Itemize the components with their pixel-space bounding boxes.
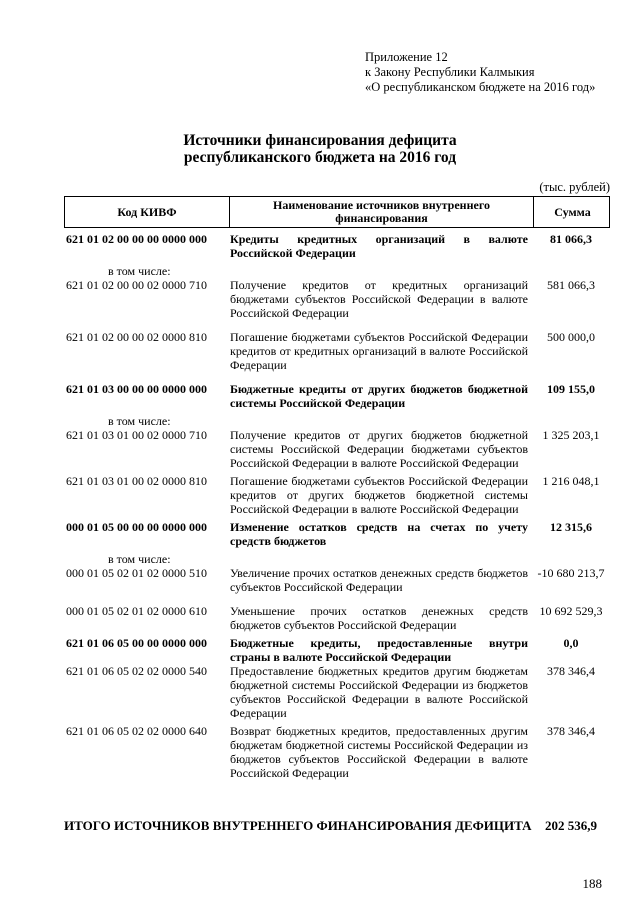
table-row: [64, 636, 610, 664]
row-code: 621 01 02 00 00 02 0000 710: [66, 278, 207, 292]
table-row: [64, 382, 610, 410]
including-label: в том числе:: [108, 414, 171, 428]
annex-reference: [365, 50, 595, 95]
row-sum: 378 346,4: [547, 724, 595, 738]
annex-line: Приложение 12: [365, 50, 448, 64]
row-name: Получение кредитов от других бюджетов бюджетной системы Российской Федерации бюджетами субъектов Российской Федерации в валюте Российской Федерации: [230, 428, 528, 470]
header-name: Наименование источников внутреннего финансирования: [229, 197, 533, 227]
row-code: 000 01 05 02 01 02 0000 510: [66, 566, 207, 580]
table-header: [64, 196, 610, 228]
total-label: ИТОГО ИСТОЧНИКОВ ВНУТРЕННЕГО ФИНАНСИРОВАНИЯ ДЕФИЦИТА: [64, 818, 532, 833]
row-name: Предоставление бюджетных кредитов другим бюджетам бюджетной системы Российской Федерации из бюджетов субъектов Российской Федерации в валюте Российской Федерации: [230, 664, 528, 720]
including-label: в том числе:: [108, 552, 171, 566]
title-line: республиканского бюджета на 2016 год: [183, 149, 457, 166]
row-name: Бюджетные кредиты, предоставленные внутри страны в валюте Российской Федерации: [230, 636, 528, 664]
row-sum: 581 066,3: [547, 278, 595, 292]
including-row: [64, 264, 610, 278]
units-label: (тыс. рублей): [539, 180, 610, 194]
row-sum: 81 066,3: [550, 232, 592, 246]
row-sum: 1 216 048,1: [542, 474, 600, 488]
row-name: Получение кредитов от кредитных организаций бюджетами субъектов Российской Федерации в валюте Российской Федерации: [230, 278, 528, 320]
table-row: [64, 664, 610, 720]
row-code: 621 01 02 00 00 02 0000 810: [66, 330, 207, 344]
row-code: 621 01 06 05 02 02 0000 640: [66, 724, 207, 738]
including-label: в том числе:: [108, 264, 171, 278]
row-sum: 1 325 203,1: [542, 428, 600, 442]
table-row: [64, 604, 610, 632]
row-name: Увеличение прочих остатков денежных средств бюджетов субъектов Российской Федерации: [230, 566, 528, 594]
row-name: Уменьшение прочих остатков денежных средств бюджетов субъектов Российской Федерации: [230, 604, 528, 632]
header-code: Код КИВФ: [117, 204, 177, 219]
table-row: [64, 724, 610, 780]
document-title: [0, 132, 640, 166]
row-code: 621 01 03 00 00 00 0000 000: [66, 382, 207, 396]
financing-sources-table: [64, 196, 610, 780]
row-name: Кредиты кредитных организаций в валюте Российской Федерации: [230, 232, 528, 260]
row-code: 621 01 02 00 00 00 0000 000: [66, 232, 207, 246]
table-row: [64, 428, 610, 470]
row-sum: 0,0: [563, 636, 579, 650]
row-name: Бюджетные кредиты от других бюджетов бюджетной системы Российской Федерации: [230, 382, 528, 410]
table-row: [64, 566, 610, 594]
row-sum: 500 000,0: [547, 330, 595, 344]
table-row: [64, 474, 610, 516]
table-row: [64, 232, 610, 260]
row-code: 000 01 05 00 00 00 0000 000: [66, 520, 207, 534]
row-sum: 10 692 529,3: [539, 604, 603, 618]
row-sum: 12 315,6: [550, 520, 592, 534]
row-code: 621 01 03 01 00 02 0000 710: [66, 428, 207, 442]
row-name: Возврат бюджетных кредитов, предоставленных другим бюджетам бюджетной системы Российской Федерации из бюджетов субъектов Российской Федерации в валюте Российской Федерации: [230, 724, 528, 780]
row-code: 621 01 06 05 02 02 0000 540: [66, 664, 207, 678]
row-code: 000 01 05 02 01 02 0000 610: [66, 604, 207, 618]
annex-line: к Закону Республики Калмыкия: [365, 65, 535, 79]
row-code: 621 01 06 05 00 00 0000 000: [66, 636, 207, 650]
header-sum: Сумма: [533, 197, 611, 227]
page-number: 188: [582, 876, 602, 891]
total-sum: 202 536,9: [545, 818, 597, 833]
row-sum: 378 346,4: [547, 664, 595, 678]
row-name: Изменение остатков средств на счетах по учету средств бюджетов: [230, 520, 528, 548]
total-row: [64, 818, 610, 833]
row-name: Погашение бюджетами субъектов Российской Федерации кредитов от кредитных организаций в валюте Российской Федерации: [230, 330, 528, 372]
table-row: [64, 330, 610, 372]
including-row: [64, 552, 610, 566]
annex-line: «О республиканском бюджете на 2016 год»: [365, 80, 596, 94]
row-sum: -10 680 213,7: [537, 566, 605, 580]
row-sum: 109 155,0: [547, 382, 595, 396]
title-line: Источники финансирования дефицита: [183, 132, 457, 149]
including-row: [64, 414, 610, 428]
table-row: [64, 520, 610, 548]
row-name: Погашение бюджетами субъектов Российской Федерации кредитов от других бюджетов бюджетной системы Российской Федерации в валюте Российской Федерации: [230, 474, 528, 516]
row-code: 621 01 03 01 00 02 0000 810: [66, 474, 207, 488]
table-row: [64, 278, 610, 320]
